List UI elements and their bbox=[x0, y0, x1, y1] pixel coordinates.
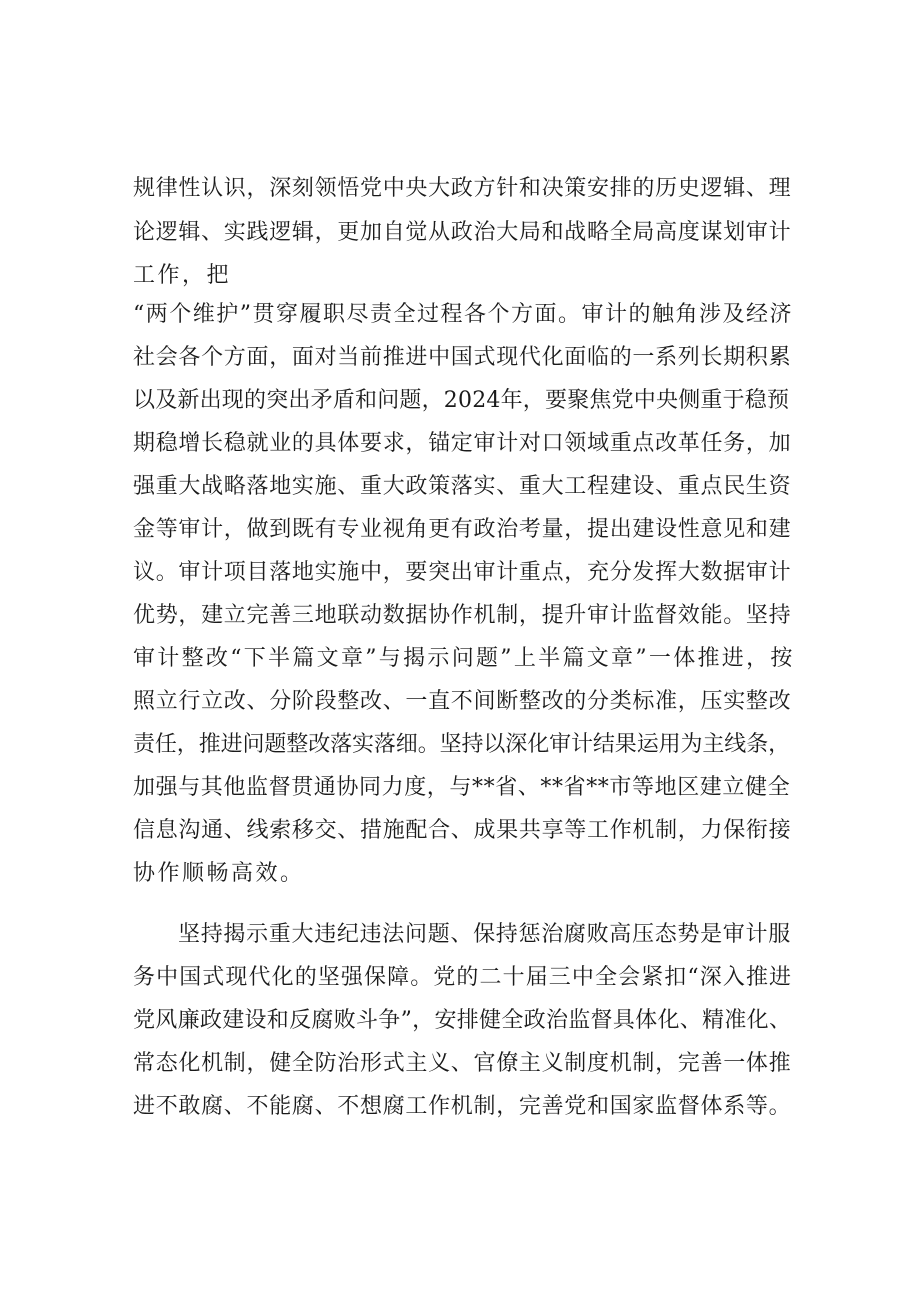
paragraph-1-line-10: 议。审计项目落地实施中，要突出审计重点，充分发挥大数据审计 bbox=[133, 560, 792, 585]
paragraph-1-line-13: 照立行立改、分阶段整改、一直不间断整改的分类标准，压实整改 bbox=[133, 689, 792, 714]
paragraph-1-line-2: 论逻辑、实践逻辑，更加自觉从政治大局和战略全局高度谋划审计 bbox=[133, 220, 792, 245]
paragraph-1-line-7: 期稳增长稳就业的具体要求，锚定审计对口领域重点改革任务，加 bbox=[133, 431, 792, 456]
paragraph-1-line-8: 强重大战略落地实施、重大政策落实、重大工程建设、重点民生资 bbox=[133, 474, 792, 499]
paragraph-2-line-3: 党风廉政建设和反腐败斗争”，安排健全政治监督具体化、精准化、 bbox=[133, 1008, 792, 1033]
paragraph-1-line-16: 信息沟通、线索移交、措施配合、成果共享等工作机制，力保衔接 bbox=[133, 818, 792, 843]
paragraph-2-line-4: 常态化机制，健全防治形式主义、官僚主义制度机制，完善一体推 bbox=[133, 1051, 792, 1076]
paragraph-1-line-17: 协作顺畅高效。 bbox=[133, 861, 305, 886]
paragraph-1-line-12: 审计整改“下半篇文章”与揭示问题”上半篇文章”一体推进，按 bbox=[133, 646, 795, 671]
paragraph-1-line-6: 以及新出现的突出矛盾和问题，2024年，要聚焦党中央侧重于稳预 bbox=[133, 388, 790, 413]
paragraph-2-line-2: 务中国式现代化的坚强保障。党的二十届三中全会紧扣“深入推进 bbox=[133, 965, 793, 990]
paragraph-1-line-9: 金等审计，做到既有专业视角更有政治考量，提出建设性意见和建 bbox=[133, 517, 792, 542]
paragraph-1-line-1: 规律性认识，深刻领悟党中央大政方针和决策安排的历史逻辑、理 bbox=[133, 176, 792, 201]
paragraph-1-line-5: 社会各个方面，面对当前推进中国式现代化面临的一系列长期积累 bbox=[133, 345, 792, 370]
paragraph-1-line-14: 责任，推进问题整改落实落细。坚持以深化审计结果运用为主线条， bbox=[133, 732, 791, 757]
paragraph-2-line-1: 坚持揭示重大违纪违法问题、保持惩治腐败高压态势是审计服 bbox=[178, 922, 791, 947]
paragraph-1-line-3: 工作，把 bbox=[133, 263, 232, 288]
paragraph-1-line-4: “两个维护”贯穿履职尽责全过程各个方面。审计的触角涉及经济 bbox=[133, 302, 793, 327]
paragraph-2-line-5: 进不敢腐、不能腐、不想腐工作机制，完善党和国家监督体系等。 bbox=[133, 1094, 792, 1119]
paragraph-1-line-15: 加强与其他监督贯通协同力度，与**省、**省**市等地区建立健全 bbox=[133, 775, 791, 800]
paragraph-1-line-11: 优势，建立完善三地联动数据协作机制，提升审计监督效能。坚持 bbox=[133, 603, 792, 628]
